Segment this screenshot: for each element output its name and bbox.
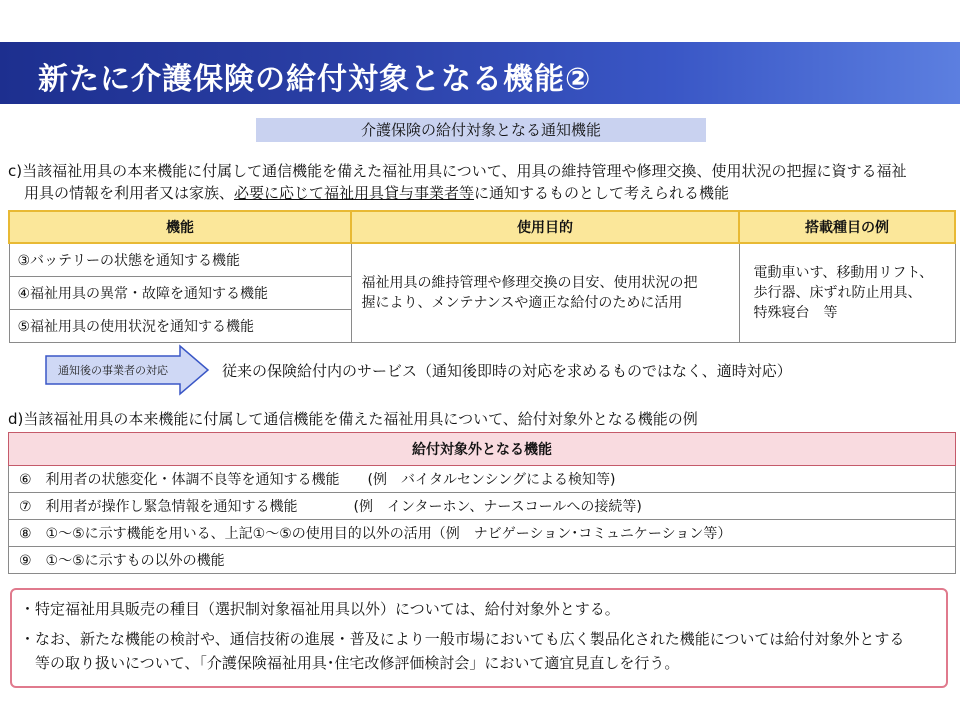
table-row [9,520,956,547]
note-line3: 等の取り扱いについて、「介護保険福祉用具･住宅改修評価検討会」において適宜見直しを行う。 [20,654,680,672]
section-c-line2 [24,182,729,204]
header-purpose: 使用目的 [351,211,739,243]
examples-line1: 電動車いす、移動用リフト、 [753,265,934,281]
function-4: ④福祉用具の異常・故障を通知する機能 [9,277,351,310]
excluded-8: ⑧ ①～⑤に示す機能を用いる、上記①～⑤の使用目的以外の活用（例 ナビゲーション･コミュニケーション等） [9,520,956,547]
section-c-line1: c)当該福祉用具の本来機能に付属して通信機能を備えた福祉用具について、用具の維持管理や修理交換、使用状況の把握に資する福祉 [8,162,907,180]
excluded-7: ⑦ 利用者が操作し緊急情報を通知する機能 (例 インターホン、ナースコールへの接続等) [9,493,956,520]
section-c-underlined: 必要に応じて福祉用具貸与事業者等 [234,184,475,202]
excluded-table-header [9,433,956,466]
page-title: 新たに介護保険の給付対象となる機能② [38,62,592,97]
purpose-cell [351,243,739,343]
title-bar [0,42,960,104]
examples-cell [739,243,955,343]
note-line1: ・特定福祉用具販売の種目（選択制対象福祉用具以外）については、給付対象外とする。 [20,600,620,618]
section-c-line2-pre: 用具の情報を利用者又は家族、 [24,184,235,202]
table-row [9,493,956,520]
header-function: 機能 [9,211,351,243]
examples-line3: 特殊寝台 等 [753,305,838,321]
arrow-label: 通知後の事業者の対応 [58,364,168,377]
function-table [8,210,956,343]
notes-box [10,588,948,688]
purpose-line2: 握により、メンテナンスや適正な給付のために活用 [361,295,683,311]
section-d-heading: d)当該福祉用具の本来機能に付属して通信機能を備えた福祉用具について、給付対象外となる機能の例 [8,410,698,428]
excluded-table [8,432,956,574]
examples-line2: 歩行器、床ずれ防止用具、 [753,285,922,301]
arrow-text: 従来の保険給付内のサービス（通知後即時の対応を求めるものではなく、適時対応） [222,362,792,380]
excluded-6: ⑥ 利用者の状態変化・体調不良等を通知する機能 (例 バイタルセンシングによる検知等) [9,466,956,493]
response-arrow [44,344,210,396]
table-row [9,243,955,277]
table-row [9,547,956,574]
note-line2: ・なお、新たな機能の検討や、通信技術の進展・普及により一般市場においても広く製品化された機能については給付対象外とする [20,630,905,648]
subtitle-box: 介護保険の給付対象となる通知機能 [256,118,706,142]
function-table-header [9,211,955,243]
function-5: ⑤福祉用具の使用状況を通知する機能 [9,310,351,343]
header-examples: 搭載種目の例 [739,211,955,243]
function-3: ③バッテリーの状態を通知する機能 [9,243,351,277]
purpose-line1: 福祉用具の維持管理や修理交換の目安、使用状況の把 [361,275,698,291]
header-excluded: 給付対象外となる機能 [9,433,956,466]
excluded-9: ⑨ ①～⑤に示すもの以外の機能 [9,547,956,574]
table-row [9,466,956,493]
section-c-line2-post: に通知するものとして考えられる機能 [474,184,730,202]
